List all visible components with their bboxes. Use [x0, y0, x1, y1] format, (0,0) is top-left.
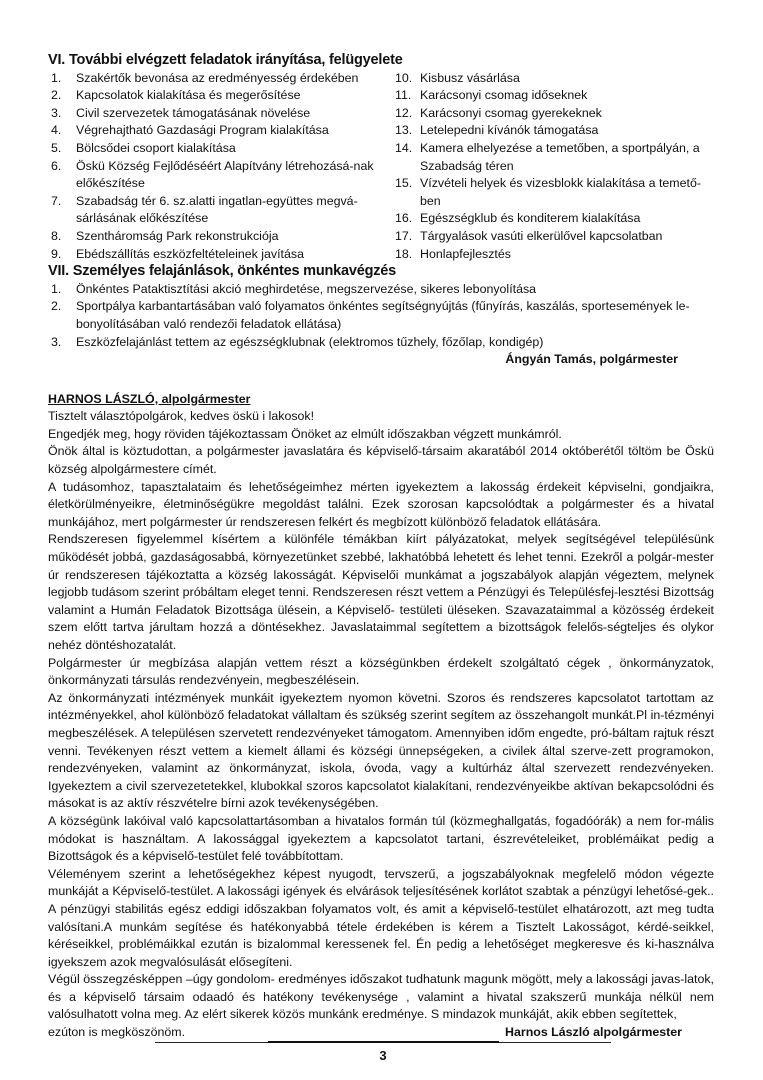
- body-paragraph: Végül összegzésképpen –úgy gondolom- eredményes időszakot tudhatunk magunk mögött, mely a lakossági javas-latok, és a képviselő társaim odaadó és hatékony tevékenysége , valamint a hivatal szakszerű munkája nélkül nem valósulhatott volna meg. Az elért sikerek közös munkánk eredménye. S mindazok munkáját, akik ebben segítettek,: [48, 972, 714, 1022]
- list-item-number: 14.: [395, 140, 413, 155]
- list-item: [395, 122, 714, 140]
- list-item-text: Civil szervezetek támogatásának növelése: [76, 105, 311, 120]
- body-paragraph: Rendszeresen figyelemmel kísértem a különféle témákban kiírt pályázatokat, melyek segítségével településünk működését jobbá, gazdaságosabbá, környezetünket szebbé, lakhatóbbá lehetett és lehet tenni. Ezekről a polgár-mester úr rendszeresen tájékoztatta a község lakosságát. Képviselői munkámat a jogszabályok alapján végeztem, melynek legjobb tudásom szerint próbáltam eleget tenni. Rendszeresen részt vettem a Pénzügyi és Településfej-lesztési Bizottság valamint a Humán Feladatok Bizottsága ülésein, a Képviselő- testületi üléseken. Szavazataimmal a közösség érdekeit szem előtt tartva járultam hozzá a döntésekhez. Javaslataimmal segítettem a bizottságok felelős-ségteljes és olykor nehéz döntéshozatalát.: [48, 532, 714, 652]
- list-item-number: 1.: [51, 70, 62, 85]
- list-item-text: Szakértők bevonása az eredményesség érdekében: [76, 70, 359, 85]
- list-item: [48, 105, 395, 123]
- list-item-text: Egészségklub és konditerem kialakítása: [420, 211, 641, 226]
- list-item-number: 9.: [51, 246, 62, 261]
- section-6-left-column: [48, 70, 395, 264]
- deputy-signature: Harnos László alpolgármester: [505, 1025, 682, 1040]
- body-paragraph: Polgármester úr megbízása alapján vettem részt a községünkben érdekelt szolgáltató cégek , önkormányzatok, önkormányzati társulás rendezvényein, megbeszélésein.: [48, 655, 714, 688]
- list-item: [48, 281, 714, 299]
- mayor-signature: Ángyán Tamás, polgármester: [505, 352, 678, 367]
- list-item-text: Karácsonyi csomag időseknek: [420, 88, 588, 103]
- list-item-text: Kamera elhelyezése a temetőben, a sportpályán, a Szabadság téren: [420, 140, 700, 173]
- list-item: [48, 298, 714, 333]
- list-item-number: 7.: [51, 193, 62, 208]
- list-item: [48, 158, 395, 193]
- section-7-title: VII. Személyes felajánlások, önkéntes munkavégzés: [48, 263, 397, 280]
- list-item-text: Letelepedni kívánók támogatása: [420, 123, 599, 138]
- body-paragraph: Engedjék meg, hogy röviden tájékoztassam Önöket az elmúlt időszakban végzett munkámról.: [48, 426, 562, 441]
- list-item-number: 8.: [51, 228, 62, 243]
- section-6-right-list: [395, 70, 714, 264]
- deputy-heading: HARNOS LÁSZLÓ, alpolgármester: [48, 391, 251, 406]
- list-item-number: 11.: [395, 88, 412, 103]
- list-item: [395, 87, 714, 105]
- document-page: [48, 52, 714, 1042]
- list-item: [395, 210, 714, 228]
- section-6-title: VI. További elvégzett feladatok irányítása, felügyelete: [48, 52, 403, 68]
- list-item-number: 6.: [51, 158, 62, 173]
- list-item: [48, 246, 395, 264]
- deputy-greeting: Tisztelt választópolgárok, kedves öskü i lakosok!: [48, 409, 315, 424]
- list-item-number: 13.: [395, 123, 413, 138]
- list-item-text: Eszközfelajánlást tettem az egészségklubnak (elektromos tűzhely, főzőlap, kondigép): [76, 334, 544, 349]
- section-6-columns: [48, 70, 714, 264]
- list-item-text: Öskü Község Fejlődéséért Alapítvány létrehozásá-nak előkészítése: [76, 158, 374, 191]
- list-item-number: 3.: [51, 334, 62, 349]
- list-item-text: Tárgyalások vasúti elkerülővel kapcsolatban: [420, 228, 663, 243]
- page-number: 3: [379, 1048, 387, 1063]
- list-item-number: 1.: [51, 281, 62, 296]
- closing-text: ezúton is megköszönöm.: [48, 1025, 186, 1040]
- list-item: [395, 175, 714, 210]
- list-item-text: Szentháromság Park rekonstrukciója: [76, 228, 279, 243]
- body-paragraph: Az önkormányzati intézmények munkáit igyekeztem nyomon követni. Szoros és rendszeres kapcsolatot tartottam az intézményekkel, ahol különböző feladatokat vállaltam és szükség szerint segítem az összehangolt munkát.Pl in-tézményi megbeszélések. A településen szervetett rendezvényeket támogatom. Amennyiben időm engedte, pró-báltam rajtuk részt venni. Tevékenyen részt vettem a kiemelt állami és községi ünnepségeken, a civilek által szerve-zett programokon, rendezvényeken, valamint az önkormányzat, iskola, óvoda, vagy a kultúrház által szervezett rendezvényeken. Igyekeztem a civil szervezetetekkel, klubokkal szoros kapcsolatot kialakítani, rendezvényeikbe aktívan bekapcsolódni és másokat is az aktív részvételre bírni azok tevékenységében.: [48, 690, 714, 811]
- footer-rule-accent: [268, 1041, 499, 1043]
- list-item: [48, 140, 395, 158]
- section-6-right-column: [395, 70, 714, 264]
- list-item-text: Honlapfejlesztés: [420, 246, 511, 261]
- body-paragraph: A községünk lakóival való kapcsolattartásomban a hivatalos formán túl (közmeghallgatás, fogadóórák) a nem for-mális módokat is használtam. A lakossággal igyekeztem a kapcsolatot tartani, észrevételeiket, problémáikat pedig a Bizottságok és a képviselő-testület felé továbbítottam.: [48, 813, 714, 864]
- closing-row: [48, 1024, 714, 1042]
- list-item-number: 16.: [395, 211, 413, 226]
- list-item: [48, 228, 395, 246]
- list-item: [48, 87, 395, 105]
- list-item: [395, 140, 714, 175]
- list-item-text: Szabadság tér 6. sz.alatti ingatlan-együttes megvá-sárlásának előkészítése: [76, 193, 358, 226]
- list-item-text: Kapcsolatok kialakítása és megerősítése: [76, 88, 301, 103]
- list-item: [395, 105, 714, 123]
- list-item-number: 15.: [395, 176, 413, 191]
- list-item-number: 3.: [51, 105, 62, 120]
- list-item: [48, 334, 714, 352]
- list-item-number: 5.: [51, 140, 62, 155]
- list-item: [395, 246, 714, 264]
- list-item: [48, 193, 395, 228]
- list-item-text: Kisbusz vásárlása: [420, 70, 520, 85]
- list-item-number: 4.: [51, 123, 62, 138]
- list-item-text: Végrehajtható Gazdasági Program kialakítása: [76, 123, 329, 138]
- body-paragraph: A tudásomhoz, tapasztalataim és lehetőségeimhez mérten igyekeztem a lakosság érdekeit képviselni, gondjaikra, életkörülményeikre, életminőségükre megoldást találni. Ezek szorosan kapcsolódtak a polgármester és a hivatal munkájához, mert polgármester úr rendszeresen felkért és megbízott különböző feladatok ellátására.: [48, 479, 714, 529]
- list-item-text: Vízvételi helyek és vizesblokk kialakítása a temető-ben: [420, 176, 701, 208]
- list-item-number: 17.: [395, 228, 413, 243]
- list-item-number: 2.: [51, 88, 62, 103]
- list-item: [48, 122, 395, 140]
- list-item-text: Sportpálya karbantartásában való folyamatos önkéntes segítségnyújtás (fűnyírás, kaszálás, sportesemények le-bonyolításában való rendezői feladatok ellátása): [76, 299, 690, 331]
- list-item-text: Ebédszállítás eszközfeltételeinek javítása: [76, 246, 304, 261]
- deputy-body: [48, 426, 714, 1024]
- body-paragraph: Önök által is köztudottan, a polgármester javaslatára és képviselő-társaim akaratából 2014 októberétől töltöm be Öskü község alpolgármestere címét.: [48, 444, 714, 477]
- list-item: [48, 70, 395, 88]
- section-6-left-list: [48, 70, 395, 264]
- body-paragraph: Véleményem szerint a lehetőségekhez képest nyugodt, tervszerű, a jogszabályoknak megfelelő módon végezte munkáját a Képviselő-testület. A lakossági igények és elvárások teljesítésének korlátot szabtak a pénzügyi lehetősé-gek.. A pénzügyi stabilitás egész eddigi időszakban folyamatos volt, és amit a képviselő-testület elhatározott, azt meg tudta valósítani.A munkám segítése és hatékonyabbá tétele érdekében is kérem a Tisztelt Lakosságot, kérdé-seikkel, kéréseikkel, problémáikkal ezután is bizalommal keressenek fel. Én pedig a lehetőséget megkeresve és ki-használva igyekszem azok megvalósulását elősegíteni.: [48, 866, 714, 969]
- list-item: [395, 228, 714, 246]
- list-item-text: Karácsonyi csomag gyerekeknek: [420, 105, 602, 120]
- list-item: [395, 70, 714, 88]
- list-item-number: 12.: [395, 105, 413, 120]
- list-item-number: 10.: [395, 70, 413, 85]
- list-item-text: Bölcsődei csoport kialakítása: [76, 140, 236, 155]
- list-item-number: 18.: [395, 246, 413, 261]
- list-item-text: Önkéntes Pataktisztítási akció meghirdetése, megszervezése, sikeres lebonyolítása: [76, 281, 537, 296]
- list-item-number: 2.: [51, 299, 62, 314]
- spacer: [48, 369, 714, 391]
- section-7-list: [48, 281, 714, 351]
